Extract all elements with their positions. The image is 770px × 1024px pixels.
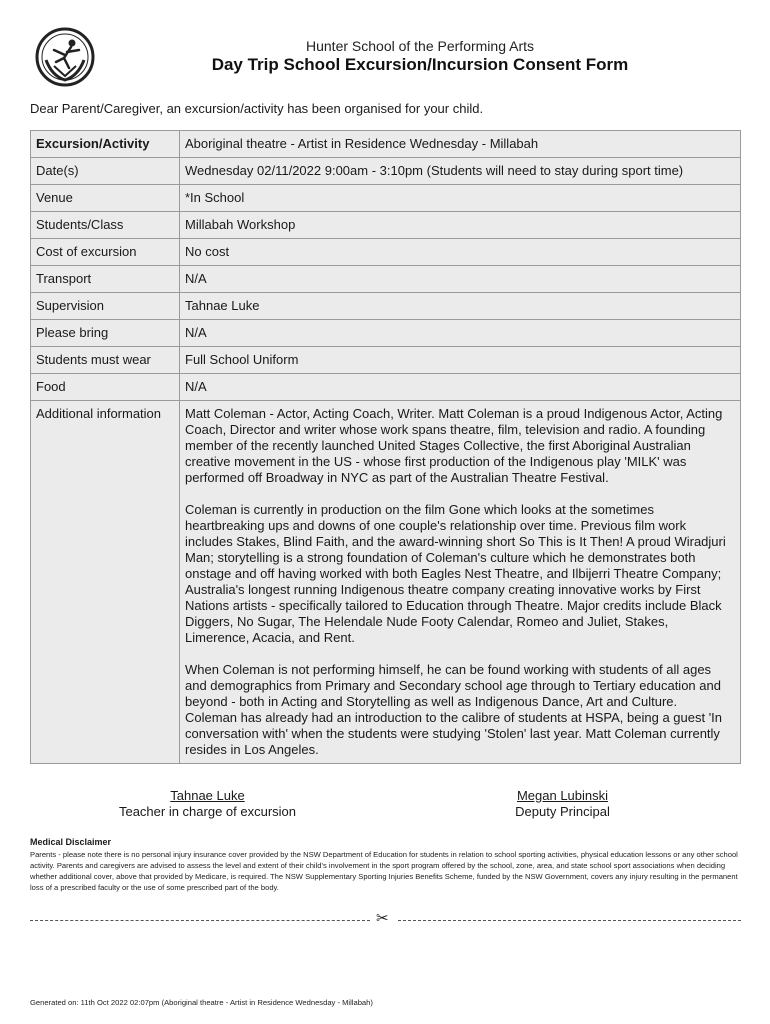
table-row — [31, 374, 741, 401]
table-row — [31, 401, 741, 764]
row-label: Supervision — [31, 293, 180, 320]
info-paragraph: When Coleman is not performing himself, he can be found working with students of all ages and demographics from Primary and Secondary school age through to Tertiary education and beyond - both in Acting and Storytelling as well as Indigenous Dance, Art and Culture. — [185, 662, 721, 709]
row-label: Excursion/Activity — [31, 131, 180, 158]
principal-role: Deputy Principal — [515, 804, 610, 819]
table-row — [31, 185, 741, 212]
table-row — [31, 212, 741, 239]
info-paragraph: Matt Coleman - Actor, Acting Coach, Writer. Matt Coleman is a proud Indigenous Actor, Acting Coach, Director and writer whose work spans theatre, film, television and radio. A founding member of the recently launched United Stages Collective, the first Aboriginal Australian creative movement in the US - whose first production of the Indigenous play 'MILK' was performed off Broadway in NYC as part of the Australian Theatre Festival. — [185, 406, 723, 485]
row-label: Venue — [31, 185, 180, 212]
row-label: Food — [31, 374, 180, 401]
principal-signature — [490, 788, 635, 820]
table-row — [31, 293, 741, 320]
medical-disclaimer-body: Parents - please note there is no personal injury insurance cover provided by the NSW Department of Education for students in relation to school sporting activities, physical education lessons or any other school activity. Parents and caregivers are advised to assess the level and extent of their child's involvement in the sport program offered by the school, zone, area, and state school sport associations when deciding whether additional cover, above that provided by Medicare, is required. The NSW Supplementary Sporting Injuries Benefits Scheme, funded by the NSW Government, covers any injury resulting in the permanent loss of a prescribed faculty or the use of some prescribed part of the body. — [30, 850, 738, 892]
row-label: Students must wear — [31, 347, 180, 374]
form-title: Day Trip School Excursion/Incursion Consent Form — [211, 55, 629, 74]
row-value: N/A — [180, 374, 741, 401]
row-label: Additional information — [31, 401, 180, 764]
row-label: Cost of excursion — [31, 239, 180, 266]
principal-name: Megan Lubinski — [516, 788, 609, 803]
generated-footer: Generated on: 11th Oct 2022 02:07pm (Aboriginal theatre - Artist in Residence Wednesday - Millabah) — [30, 998, 373, 1007]
row-label: Please bring — [31, 320, 180, 347]
cut-line — [30, 910, 741, 927]
additional-information — [180, 401, 741, 764]
info-paragraph: Coleman has already had an introduction to the calibre of students at HSPA, being a guest 'In conversation with' when the students were studying 'Stolen' last year. Matt Coleman currently resides in Los Angeles. — [185, 710, 723, 757]
row-value: Aboriginal theatre - Artist in Residence Wednesday - Millabah — [180, 131, 741, 158]
scissors-icon: ✂ — [376, 910, 389, 927]
cut-line-right — [398, 920, 741, 921]
row-value: N/A — [180, 266, 741, 293]
row-value: *In School — [180, 185, 741, 212]
row-label: Students/Class — [31, 212, 180, 239]
table-row — [31, 158, 741, 185]
table-row — [31, 266, 741, 293]
row-value: Millabah Workshop — [180, 212, 741, 239]
row-value: N/A — [180, 320, 741, 347]
table-row — [31, 239, 741, 266]
cut-line-left — [30, 920, 370, 921]
table-row — [31, 347, 741, 374]
excursion-details-table — [30, 130, 741, 764]
row-value: Wednesday 02/11/2022 9:00am - 3:10pm (Students will need to stay during sport time) — [180, 158, 741, 185]
info-paragraph: Coleman is currently in production on the film Gone which looks at the sometimes heartbreaking ups and downs of one couple's relationship over time. Previous film work includes Stakes, Blind Faith, and the award-winning short So This is It Then! A proud Wiradjuri Man; storytelling is a strong foundation of Coleman's culture which he demonstrates both onstage and off having worked with both Eagles Nest Theatre, and Ilbijerri Theatre Company; Australia's longest running Indigenous theatre company creating innovative works by First Nations artists - specifically tailored to Education through Theatre. Major credits include Black Diggers, No Sugar, The Helendale Nude Footy Calendar, Romeo and Juliet, Stakes, Limerence, Acacia, and Rent. — [185, 502, 726, 645]
table-row — [31, 320, 741, 347]
teacher-signature — [100, 788, 315, 820]
row-value: Tahnae Luke — [180, 293, 741, 320]
intro-text: Dear Parent/Caregiver, an excursion/activity has been organised for your child. — [30, 101, 484, 116]
row-value: No cost — [180, 239, 741, 266]
teacher-role: Teacher in charge of excursion — [118, 804, 297, 819]
teacher-name: Tahnae Luke — [170, 788, 245, 803]
table-row — [31, 131, 741, 158]
row-label: Date(s) — [31, 158, 180, 185]
row-value: Full School Uniform — [180, 347, 741, 374]
medical-disclaimer-title: Medical Disclaimer — [30, 837, 112, 847]
school-name: Hunter School of the Performing Arts — [306, 38, 534, 54]
school-logo — [34, 26, 96, 88]
row-label: Transport — [31, 266, 180, 293]
